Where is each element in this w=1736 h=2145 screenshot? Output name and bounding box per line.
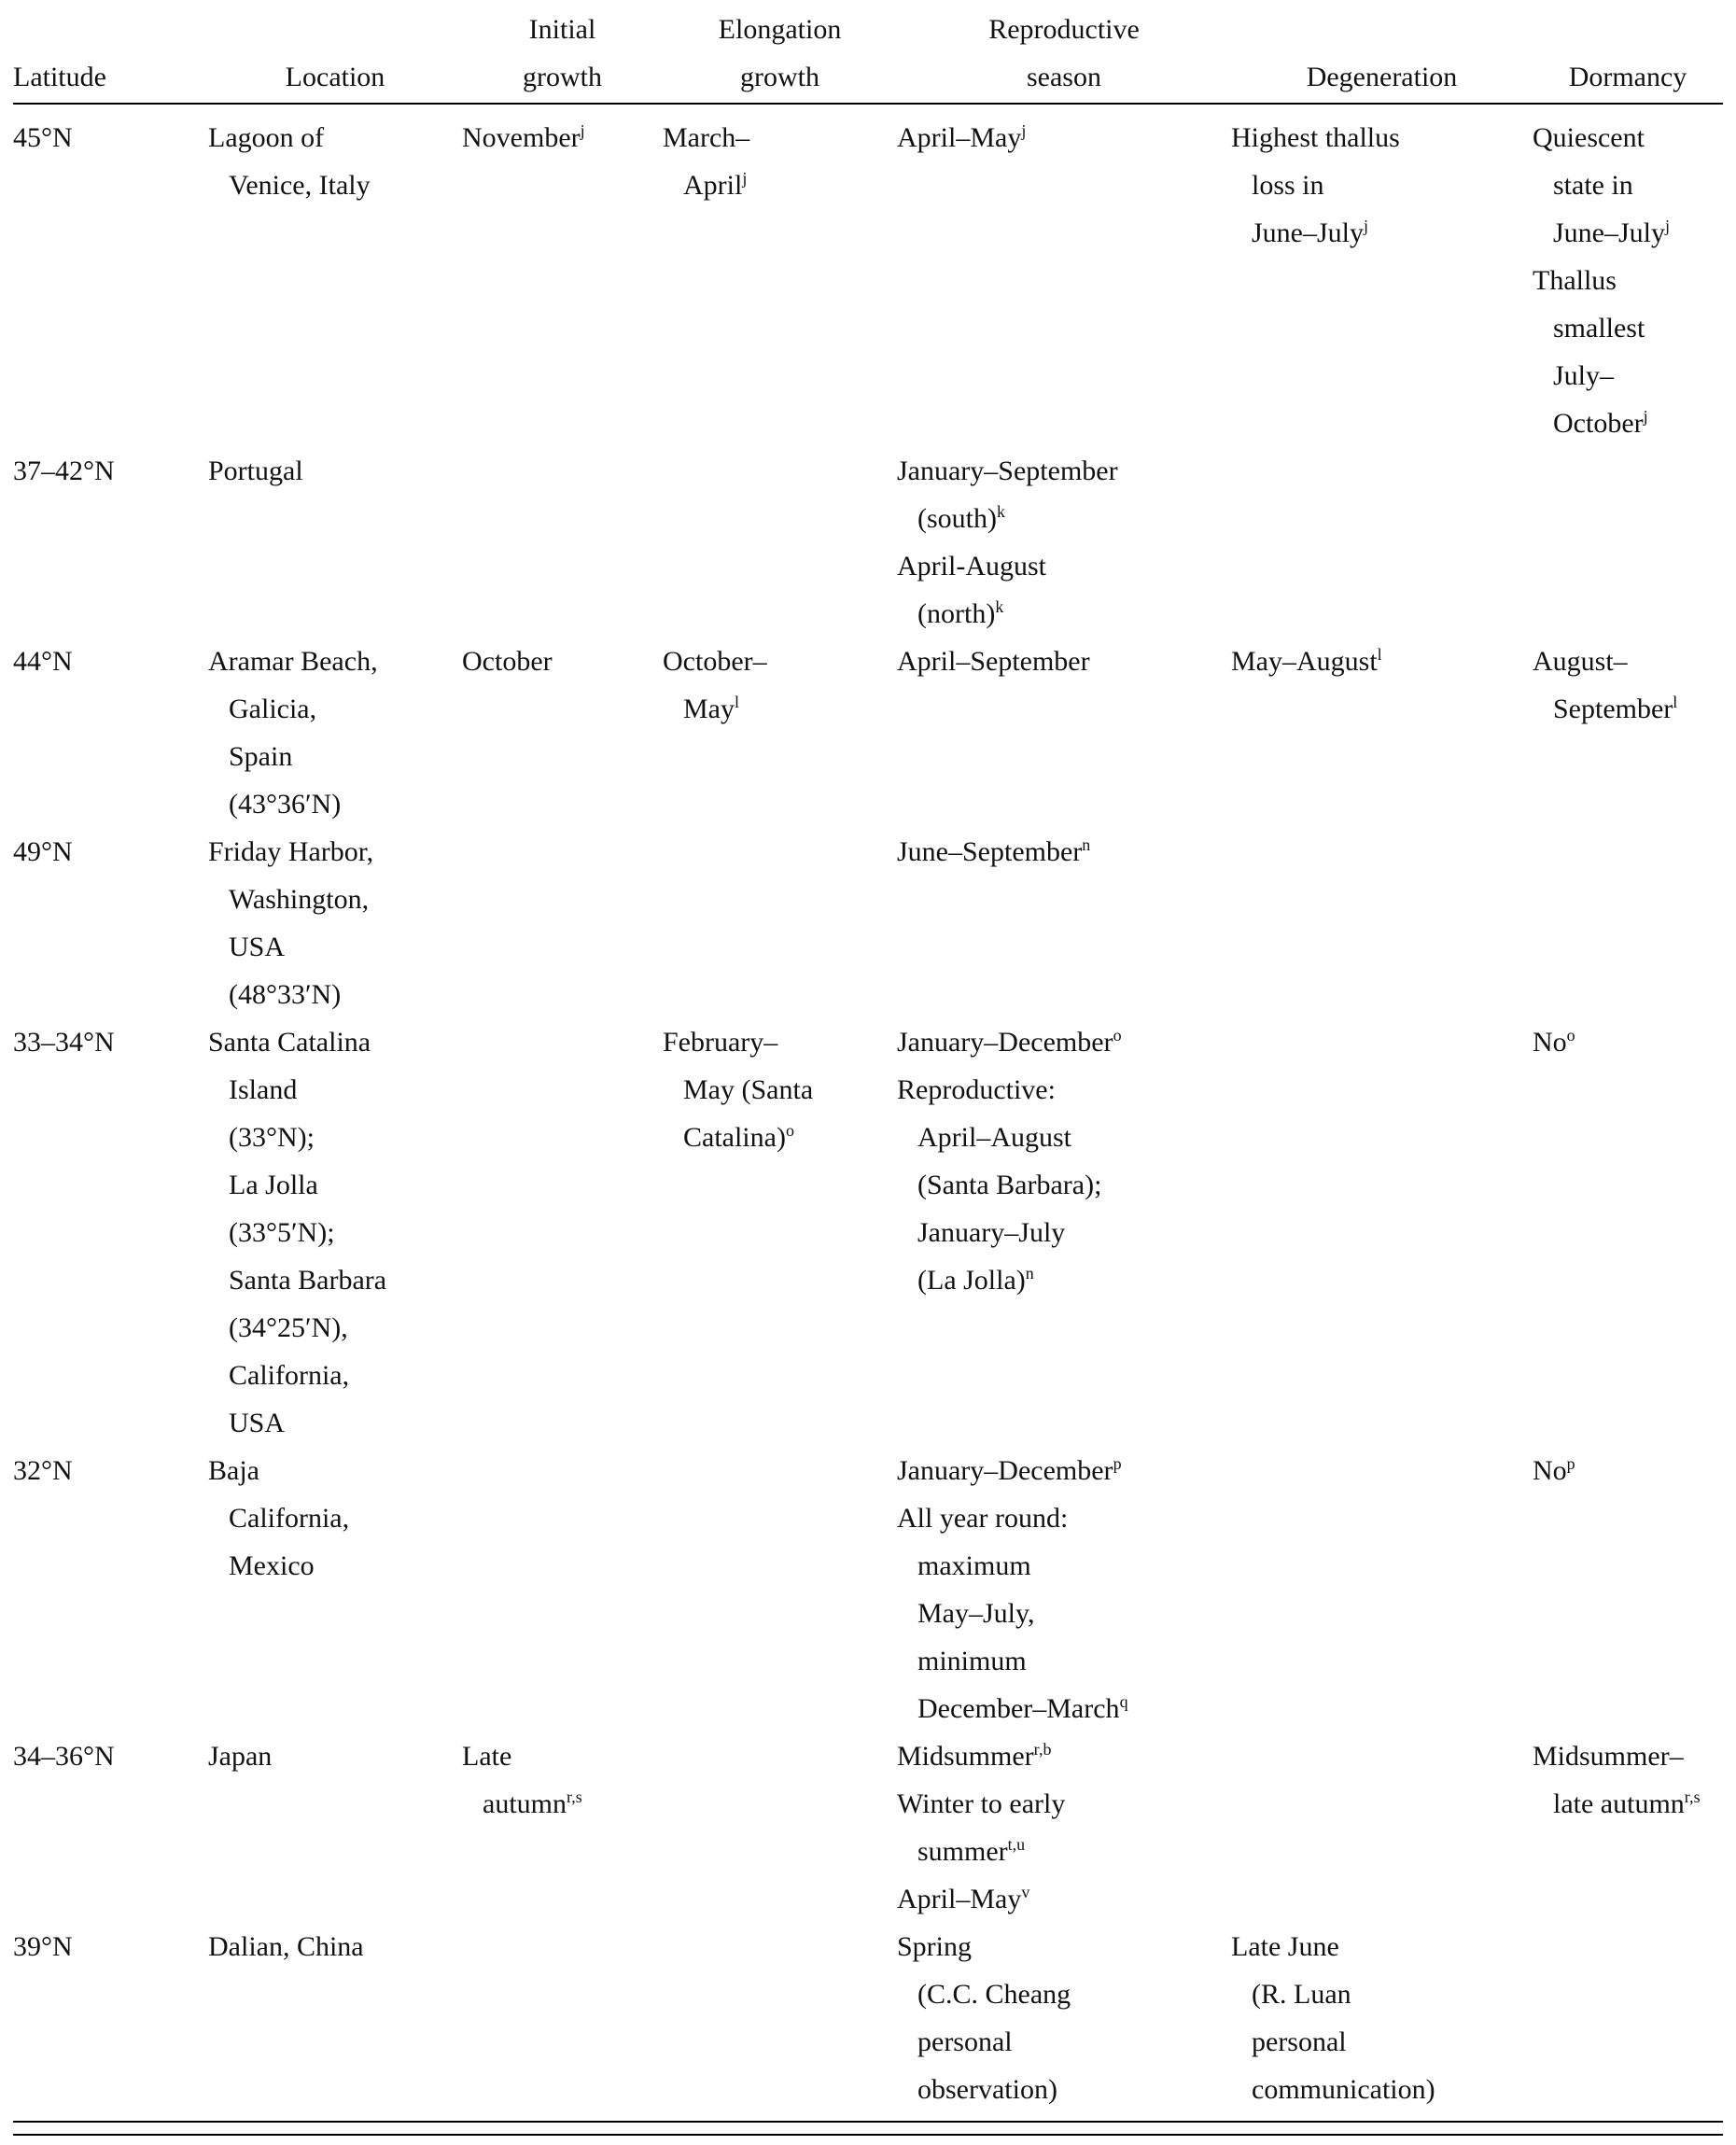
table-body: [13, 105, 1723, 2113]
cell-line: May (Santa: [683, 1074, 814, 1105]
column-header-label: season: [1027, 62, 1101, 92]
cell-location: [208, 828, 462, 1018]
cell-line: 37–42°N: [13, 456, 115, 486]
cell-line: late autumn$^{r,s}$: [1553, 1788, 1701, 1819]
cell-line: June–July$^j$: [1553, 217, 1671, 248]
table-row: [13, 1018, 1723, 1447]
column-header-label: Dormancy: [1568, 62, 1687, 92]
cell-line: Late: [462, 1741, 512, 1772]
cell-line: (north)$^k$: [917, 597, 1004, 629]
cell-line: 45°N: [13, 122, 73, 153]
table-row: [13, 1923, 1723, 2113]
cell-dormancy: [1533, 114, 1723, 447]
cell-line: 39°N: [13, 1931, 73, 1962]
cell-degeneration: [1231, 1732, 1533, 1923]
cell-line: Japan: [208, 1741, 273, 1772]
cell-line: USA: [229, 1408, 286, 1438]
cell-line: USA: [229, 932, 286, 962]
cell-line: minimum: [917, 1646, 1027, 1676]
footnote-marker: r,s: [1684, 1788, 1701, 1806]
cell-line: California,: [229, 1503, 350, 1534]
footnote-marker: j: [1665, 217, 1671, 235]
phenology-table: [13, 6, 1723, 2136]
cell-latitude: [13, 114, 208, 447]
cell-line: April–August: [917, 1122, 1071, 1153]
cell-line: Dalian, China: [208, 1931, 364, 1962]
cell-initial_growth: [462, 1018, 663, 1447]
cell-reproductive_season: [897, 114, 1231, 447]
column-header-reproductive_season: [897, 6, 1231, 101]
cell-initial_growth: [462, 1732, 663, 1923]
cell-reproductive_season: [897, 1447, 1231, 1732]
cell-degeneration: [1231, 447, 1533, 638]
cell-line: La Jolla: [229, 1170, 318, 1200]
cell-line: May–July,: [917, 1598, 1035, 1629]
cell-location: [208, 1447, 462, 1732]
cell-line: Thallus: [1533, 265, 1617, 296]
cell-elongation_growth: [663, 1923, 897, 2113]
footnote-marker: l: [735, 693, 740, 711]
cell-reproductive_season: [897, 447, 1231, 638]
cell-line: Mexico: [229, 1550, 315, 1581]
cell-line: September$^l$: [1553, 693, 1678, 724]
cell-line: Highest thallus: [1231, 122, 1400, 153]
cell-dormancy: [1533, 1447, 1723, 1732]
cell-line: Washington,: [229, 884, 370, 915]
cell-reproductive_season: [897, 1923, 1231, 2113]
column-header-label: growth: [740, 62, 819, 92]
cell-line: August–: [1533, 646, 1628, 677]
cell-line: maximum: [917, 1550, 1031, 1581]
footnote-marker: j: [1021, 121, 1027, 140]
cell-line: Santa Barbara: [229, 1265, 387, 1296]
cell-line: Midsummer–: [1533, 1741, 1684, 1772]
cell-line: Winter to early: [897, 1788, 1066, 1819]
cell-line: October–: [663, 646, 767, 677]
cell-line: April-August: [897, 551, 1046, 582]
cell-line: summer$^{t,u}$: [917, 1835, 1026, 1867]
table-header-row: [13, 6, 1723, 101]
column-header-label: Latitude: [13, 62, 106, 92]
cell-line: February–: [663, 1027, 778, 1058]
column-header-label: Location: [285, 62, 385, 92]
cell-line: (48°33′N): [229, 979, 342, 1010]
cell-line: Venice, Italy: [229, 170, 371, 201]
cell-latitude: [13, 1018, 208, 1447]
cell-line: 34–36°N: [13, 1741, 115, 1772]
cell-line: (south)$^k$: [917, 502, 1005, 534]
cell-initial_growth: [462, 1923, 663, 2113]
column-header-degeneration: [1231, 6, 1533, 101]
cell-line: Baja: [208, 1455, 259, 1486]
table-row: [13, 447, 1723, 638]
cell-line: Lagoon of: [208, 122, 325, 153]
cell-line: California,: [229, 1360, 350, 1391]
cell-line: January–September: [897, 456, 1118, 486]
cell-line: (43°36′N): [229, 789, 342, 820]
footnote-marker: p: [1113, 1454, 1122, 1473]
column-header-label: Initial: [528, 14, 596, 45]
cell-line: (La Jolla)$^n$: [917, 1264, 1034, 1296]
cell-line: 44°N: [13, 646, 73, 677]
cell-line: July–: [1553, 360, 1615, 391]
column-header-elongation_growth: [663, 6, 897, 101]
cell-line: (Santa Barbara);: [917, 1170, 1102, 1200]
column-header-label: Reproductive: [988, 14, 1140, 45]
cell-initial_growth: [462, 114, 663, 447]
cell-line: (34°25′N),: [229, 1312, 348, 1343]
cell-line: state in: [1553, 170, 1633, 201]
footnote-marker: k: [997, 502, 1005, 521]
cell-location: [208, 1018, 462, 1447]
footnote-marker: r,b: [1033, 1740, 1052, 1759]
table-row: [13, 114, 1723, 447]
column-header-location: [208, 6, 462, 101]
cell-line: (C.C. Cheang: [917, 1979, 1071, 2010]
cell-degeneration: [1231, 1447, 1533, 1732]
cell-elongation_growth: [663, 447, 897, 638]
cell-latitude: [13, 638, 208, 828]
cell-reproductive_season: [897, 1018, 1231, 1447]
cell-line: All year round:: [897, 1503, 1069, 1534]
cell-location: [208, 447, 462, 638]
column-header-label: Degeneration: [1306, 62, 1458, 92]
cell-line: November$^j$: [462, 121, 585, 153]
footnote-marker: j: [1364, 217, 1369, 235]
footnote-marker: j: [742, 169, 748, 188]
cell-initial_growth: [462, 638, 663, 828]
cell-line: Aramar Beach,: [208, 646, 378, 677]
footnote-marker: l: [1377, 645, 1382, 664]
footnote-marker: q: [1119, 1692, 1128, 1711]
footnote-marker: v: [1021, 1883, 1030, 1901]
cell-line: Friday Harbor,: [208, 836, 374, 867]
table-row: [13, 638, 1723, 828]
cell-line: Midsummer$^{r,b}$: [897, 1740, 1052, 1772]
cell-dormancy: [1533, 1018, 1723, 1447]
footnote-marker: r,s: [567, 1788, 582, 1806]
column-header-dormancy: [1533, 6, 1723, 101]
table-bottom-rule: [13, 2121, 1723, 2136]
cell-line: October: [462, 646, 553, 677]
cell-line: Galicia,: [229, 694, 317, 724]
cell-line: January–December$^p$: [897, 1454, 1122, 1486]
cell-elongation_growth: [663, 1732, 897, 1923]
cell-line: Spain: [229, 741, 293, 772]
cell-line: December–March$^q$: [917, 1692, 1128, 1724]
cell-line: April–September: [897, 646, 1090, 677]
cell-line: (33°N);: [229, 1122, 315, 1153]
cell-line: communication): [1252, 2074, 1435, 2105]
footnote-marker: j: [580, 121, 585, 140]
cell-dormancy: [1533, 828, 1723, 1018]
cell-degeneration: [1231, 1923, 1533, 2113]
cell-line: personal: [917, 2026, 1013, 2057]
cell-degeneration: [1231, 1018, 1533, 1447]
cell-latitude: [13, 1732, 208, 1923]
cell-line: Spring: [897, 1931, 973, 1962]
column-header-latitude: [13, 6, 208, 101]
column-header-label: growth: [523, 62, 602, 92]
cell-degeneration: [1231, 638, 1533, 828]
cell-line: May$^l$: [683, 693, 740, 724]
cell-elongation_growth: [663, 1447, 897, 1732]
cell-initial_growth: [462, 447, 663, 638]
cell-line: 32°N: [13, 1455, 73, 1486]
cell-line: Reproductive:: [897, 1074, 1056, 1105]
cell-line: Santa Catalina: [208, 1027, 371, 1058]
cell-dormancy: [1533, 447, 1723, 638]
cell-elongation_growth: [663, 1018, 897, 1447]
cell-line: June–September$^n$: [897, 835, 1091, 867]
cell-line: January–July: [917, 1217, 1066, 1248]
cell-latitude: [13, 828, 208, 1018]
cell-line: Portugal: [208, 456, 303, 486]
cell-reproductive_season: [897, 1732, 1231, 1923]
cell-line: May–August$^l$: [1231, 645, 1382, 677]
column-header-initial_growth: [462, 6, 663, 101]
cell-line: April$^j$: [683, 169, 748, 201]
footnote-marker: l: [1673, 693, 1678, 711]
cell-line: (R. Luan: [1252, 1979, 1351, 2010]
cell-reproductive_season: [897, 828, 1231, 1018]
footnote-marker: o: [785, 1121, 794, 1140]
cell-line: Island: [229, 1074, 298, 1105]
cell-degeneration: [1231, 828, 1533, 1018]
cell-line: smallest: [1553, 313, 1645, 343]
cell-initial_growth: [462, 828, 663, 1018]
cell-dormancy: [1533, 1732, 1723, 1923]
cell-line: Quiescent: [1533, 122, 1645, 153]
cell-elongation_growth: [663, 638, 897, 828]
cell-dormancy: [1533, 1923, 1723, 2113]
cell-line: personal: [1252, 2026, 1347, 2057]
cell-line: loss in: [1252, 170, 1324, 201]
footnote-marker: n: [1025, 1264, 1034, 1283]
footnote-marker: k: [995, 597, 1004, 616]
cell-line: January–December$^o$: [897, 1026, 1122, 1058]
cell-initial_growth: [462, 1447, 663, 1732]
cell-line: 49°N: [13, 836, 73, 867]
cell-line: Late June: [1231, 1931, 1339, 1962]
cell-elongation_growth: [663, 114, 897, 447]
cell-line: April–May$^j$: [897, 121, 1027, 153]
table-row: [13, 1732, 1723, 1923]
cell-line: 33–34°N: [13, 1027, 115, 1058]
cell-location: [208, 114, 462, 447]
cell-latitude: [13, 1923, 208, 2113]
footnote-marker: n: [1082, 835, 1091, 854]
cell-location: [208, 638, 462, 828]
footnote-marker: p: [1566, 1454, 1575, 1473]
cell-reproductive_season: [897, 638, 1231, 828]
table-row: [13, 828, 1723, 1018]
footnote-marker: o: [1113, 1026, 1122, 1044]
cell-line: (33°5′N);: [229, 1217, 335, 1248]
cell-line: No$^o$: [1533, 1026, 1575, 1058]
footnote-marker: t,u: [1007, 1835, 1026, 1854]
cell-latitude: [13, 447, 208, 638]
cell-latitude: [13, 1447, 208, 1732]
cell-location: [208, 1923, 462, 2113]
cell-line: Catalina)$^o$: [683, 1121, 794, 1153]
cell-line: observation): [917, 2074, 1057, 2105]
table-row: [13, 1447, 1723, 1732]
cell-degeneration: [1231, 114, 1533, 447]
cell-line: autumn$^{r,s}$: [483, 1788, 582, 1819]
cell-line: June–July$^j$: [1252, 217, 1369, 248]
footnote-marker: j: [1643, 407, 1648, 426]
cell-line: March–: [663, 122, 750, 153]
cell-location: [208, 1732, 462, 1923]
cell-dormancy: [1533, 638, 1723, 828]
cell-line: April–May$^v$: [897, 1883, 1030, 1914]
cell-line: No$^p$: [1533, 1454, 1575, 1486]
cell-elongation_growth: [663, 828, 897, 1018]
footnote-marker: o: [1566, 1026, 1575, 1044]
column-header-label: Elongation: [718, 14, 842, 45]
cell-line: October$^j$: [1553, 407, 1648, 439]
